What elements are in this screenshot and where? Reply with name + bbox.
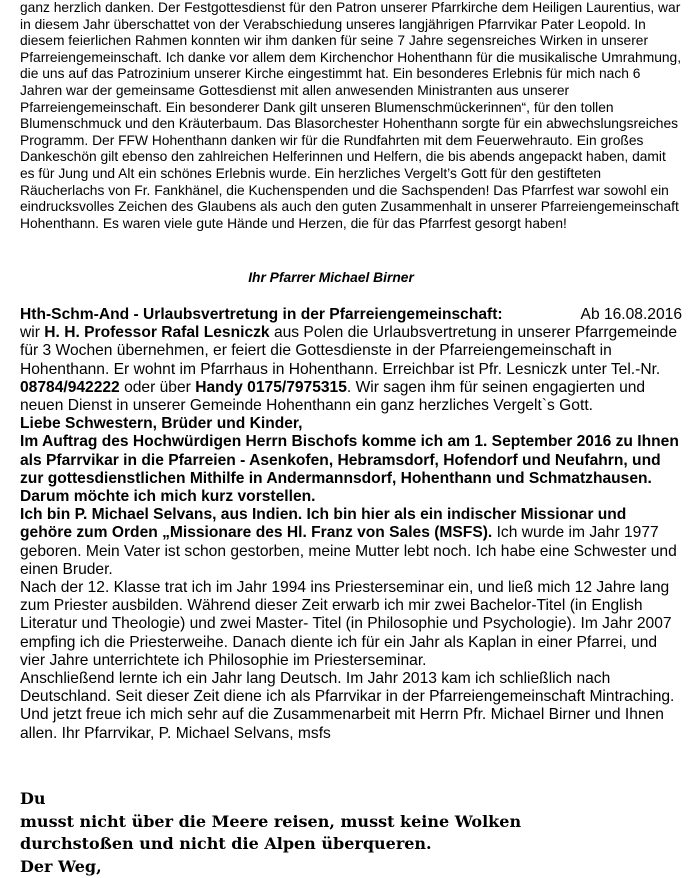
text-run: wir <box>20 324 40 341</box>
article-heading-row <box>20 306 682 324</box>
intro-paragraph: Im Auftrag des Hochwürdigen Herrn Bischofs komme ich am 1. September 2016 zu Ihnen als Pfarrvikar in die Pfarreien - Asenkofen, Hebramsdorf, Hofendorf und Neufahrn, und zur gottesdienstlichen Mithilfe in Andermannsdorf, Hohenthann und Schmatzhausen. Darum möchte ich mich kurz vorstellen. <box>20 433 682 506</box>
seminar-paragraph: Nach der 12. Klasse trat ich im Jahr 1994 ins Priesterseminar ein, und ließ mich 12 Jahre lang zum Priester ausbilden. Während dieser Zeit erwarb ich mir zwei Bachelor-Titel (in English Literatur und Theologie) und zwei Master- Titel (in Philosophie und Psychologie). Im Jahr 2007 empfing ich die Priesterweihe. Danach diente ich für ein Jahr als Kaplan in einer Pfarrei, und vier Jahre unterrichtete ich Philosophie im Priesterseminar. <box>20 579 682 670</box>
text-run: oder über <box>124 379 191 396</box>
birth-text: Ich wurde im Jahr 1977 geboren. Mein Vater ist schon gestorben, meine Mutter lebt noch. Ich habe eine Schwester und einen Bruder. <box>20 524 677 577</box>
article-pfarrfest <box>20 0 682 232</box>
guest-priest-name: H. H. Professor Rafal Lesniczk <box>44 324 269 341</box>
quote-line: durchstoßen und nicht die Alpen überqueren. <box>20 833 682 856</box>
mobile-number: Handy 0175/7975315 <box>195 379 347 396</box>
article-date: Ab 16.08.2016 <box>581 306 682 324</box>
pfarrfest-paragraph: ganz herzlich danken. Der Festgottesdienst für den Patron unserer Pfarrkirche dem Heiligen Laurentius, war in diesem Jahr überschattet von der Verabschiedung unseres langjährigen Pfarrvikar Pater Leopold. In diesem feierlichen Rahmen konnten wir ihm danken für seine 7 Jahre segensreiches Wirken in unserer Pfarreiengemeinschaft. Ich danke vor allem dem Kirchenchor Hohenthann für die musikalische Umrahmung, die uns auf das Patrozinium unserer Kirche eingestimmt hat. Ein besonderes Erlebnis für mich nach 6 Jahren war der gemeinsame Gottesdienst mit allen anwesenden Ministranten aus unserer Pfarreiengemeinschaft. Ein besonderer Dank gilt unseren Blumenschmückerinnen“, für den tollen Blumenschmuck und den Kräuterbaum. Das Blasorchester Hohenthann sorgte für ein abwechslungsreiches Programm. Der FFW Hohenthann danken wir für die Rundfahrten mit dem Feuerwehrauto. Ein großes Dankeschön gilt ebenso den zahlreichen Helferinnen und Helfern, die bis abends angepackt haben, damit es für Jung und Alt ein schönes Erlebnis wurde. Ein herzliches Vergelt’s Gott für den gestifteten Räucherlachs von Fr. Fankhänel, die Kuchenspenden und die Sachspenden! Das Pfarrfest war sowohl ein eindrucksvolles Zeichen des Glaubens als auch den guten Zusammenhalt in unserer Pfarreiengemeinschaft Hohenthann. Es waren viele gute Hände und Herzen, die für das Pfarrfest gesorgt haben! <box>20 0 682 232</box>
quote-line: Du <box>20 788 682 811</box>
article-urlaubsvertretung <box>20 306 682 743</box>
greeting: Liebe Schwestern, Brüder und Kinder, <box>20 415 682 433</box>
quote-block <box>20 788 682 878</box>
self-intro-paragraph <box>20 506 682 579</box>
text-run: aus Polen die Urlaubsvertretung in unserer Pfarrgemeinde für 3 Wochen übernehmen, er feiert die Gottesdienste in der Pfarreiengemeinschaft in Hohenthann. Er wohnt im Pfarrhaus in Hohenthann. Erreichbar ist Pfr. Lesniczk unter Tel.-Nr. <box>20 324 677 377</box>
phone-number: 08784/942222 <box>20 379 120 396</box>
germany-paragraph: Anschließend lernte ich ein Jahr lang Deutsch. Im Jahr 2013 kam ich schließlich nach Deutschland. Seit dieser Zeit diene ich als Pfarrvikar in der Pfarreiengemeinschaft Mintraching. Und jetzt freue ich mich sehr auf die Zusammenarbeit mit Herrn Pfr. Michael Birner und Ihnen allen. Ihr Pfarrvikar, P. Michael Selvans, msfs <box>20 670 682 743</box>
article-heading: Hth-Schm-And - Urlaubsvertretung in der Pfarreiengemeinschaft: <box>20 306 503 324</box>
quote-line: Der Weg, <box>20 856 682 878</box>
quote-line: musst nicht über die Meere reisen, musst keine Wolken <box>20 811 682 834</box>
signature-line: Ihr Pfarrer Michael Birner <box>0 270 662 287</box>
vertretung-paragraph <box>20 324 682 415</box>
self-intro-bold: Ich bin P. Michael Selvans, aus Indien. Ich bin hier als ein indischer Missionar und gehöre zum Orden „Missionare des Hl. Franz von Sales (MSFS). <box>20 506 626 541</box>
text-run: . Wir sagen ihm für seinen engagierten und neuen Dienst in unserer Gemeinde Hohenthann ein ganz herzliches Vergelt`s Gott. <box>20 379 645 414</box>
